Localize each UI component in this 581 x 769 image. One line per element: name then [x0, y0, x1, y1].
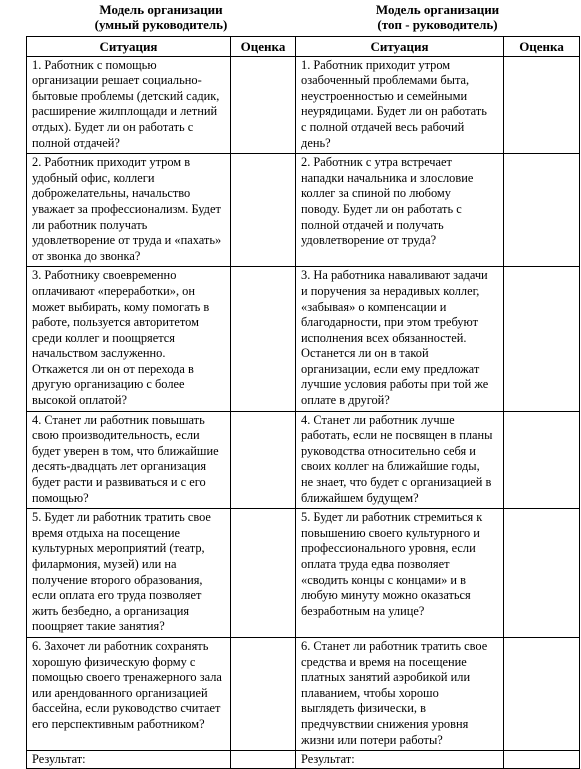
right-result-score-cell[interactable] — [504, 751, 580, 769]
right-situation-header: Ситуация — [296, 37, 504, 57]
right-model-title-line2: (топ - руководитель) — [377, 17, 498, 32]
left-score-cell-3[interactable] — [231, 267, 296, 411]
model-title-row — [27, 2, 580, 37]
situation-row-2 — [27, 154, 580, 267]
right-situation-2: 2. Работник с утра встречает нападки начальника и злословие коллег за спиной по любому поводу. Будет ли он работать с полной отдачей и получать удовлетворение от труда? — [296, 154, 504, 267]
right-model-title — [296, 2, 580, 37]
right-score-cell-1[interactable] — [504, 56, 580, 154]
left-situation-1: 1. Работник с помощью организации решает социально- бытовые проблемы (детский садик, расширение жилплощади и летний отдых). Будет ли он работать с полной отдачей? — [27, 56, 231, 154]
column-header-row — [27, 37, 580, 57]
right-situation-3: 3. На работника наваливают задачи и поручения за нерадивых коллег, «забывая» о компенсации и благодарности, при этом требуют исполнения всех обязанностей. Останется ли он в такой организации, если ему предложат лучшие условия работы при той же оплате в другой? — [296, 267, 504, 411]
right-score-cell-3[interactable] — [504, 267, 580, 411]
left-score-cell-2[interactable] — [231, 154, 296, 267]
left-score-cell-6[interactable] — [231, 637, 296, 750]
left-score-header: Оценка — [231, 37, 296, 57]
right-score-cell-6[interactable] — [504, 637, 580, 750]
left-situation-3: 3. Работнику своевременно оплачивают «переработки», он может выбирать, кому помогать в работе, пользуется авторитетом среди коллег и поощряется начальством заслуженно. Откажется ли он от перехода в другую организацию с более высокой оплатой? — [27, 267, 231, 411]
right-score-cell-5[interactable] — [504, 509, 580, 638]
situation-row-3 — [27, 267, 580, 411]
right-score-cell-4[interactable] — [504, 411, 580, 509]
right-score-cell-2[interactable] — [504, 154, 580, 267]
situation-row-1 — [27, 56, 580, 154]
left-situation-header: Ситуация — [27, 37, 231, 57]
left-score-cell-4[interactable] — [231, 411, 296, 509]
right-situation-1: 1. Работник приходит утром озабоченный проблемами быта, неустроенностью и семейными неурядицами. Будет ли он работать с полной отдачей весь рабочий день? — [296, 56, 504, 154]
right-situation-4: 4. Станет ли работник лучше работать, если не посвящен в планы руководства относительно себя и своих коллег на ближайшие годы, не знает, что будет с организацией в ближайшем будущем? — [296, 411, 504, 509]
left-model-title — [27, 2, 296, 37]
left-result-score-cell[interactable] — [231, 751, 296, 769]
left-score-cell-1[interactable] — [231, 56, 296, 154]
left-situation-4: 4. Станет ли работник повышать свою производительность, если будет уверен в том, что ближайшие десять-двадцать лет организация будет расти и развиваться и с его помощью? — [27, 411, 231, 509]
left-model-title-line2: (умный руководитель) — [94, 17, 228, 32]
left-situation-2: 2. Работник приходит утром в удобный офис, коллеги доброжелательны, начальство уважает за профессионализм. Будет ли работник получать удовлетворение от труда и «пахать» от звонка до звонка? — [27, 154, 231, 267]
left-situation-6: 6. Захочет ли работник сохранять хорошую физическую форму с помощью своего тренажерного зала или арендованного организацией бассейна, если руководство считает его перспективным работником? — [27, 637, 231, 750]
situation-row-6 — [27, 637, 580, 750]
comparison-table — [26, 2, 580, 769]
right-model-title-line1: Модель организации — [375, 2, 500, 17]
right-result-label: Результат: — [296, 751, 504, 769]
left-situation-5: 5. Будет ли работник тратить свое время отдыха на посещение культурных мероприятий (театр, филармония, музей) или на получение второго образования, если оплата его труда позволяет жить безбедно, а организация поощряет такие занятия? — [27, 509, 231, 638]
situation-row-4 — [27, 411, 580, 509]
result-row — [27, 751, 580, 769]
left-result-label: Результат: — [27, 751, 231, 769]
situation-row-5 — [27, 509, 580, 638]
right-score-header: Оценка — [504, 37, 580, 57]
right-situation-6: 6. Станет ли работник тратить свое средства и время на посещение платных занятий аэробикой или плаванием, чтобы хорошо выглядеть физически, в предчувствии снижения уровня жизни или потери работы? — [296, 637, 504, 750]
left-score-cell-5[interactable] — [231, 509, 296, 638]
comparison-sheet — [26, 2, 579, 769]
right-situation-5: 5. Будет ли работник стремиться к повышению своего культурного и профессионального уровня, если оплата труда едва позволяет «сводить концы с концами» и в любую минуту можно оказаться безработным на улице? — [296, 509, 504, 638]
left-model-title-line1: Модель организации — [99, 2, 223, 17]
